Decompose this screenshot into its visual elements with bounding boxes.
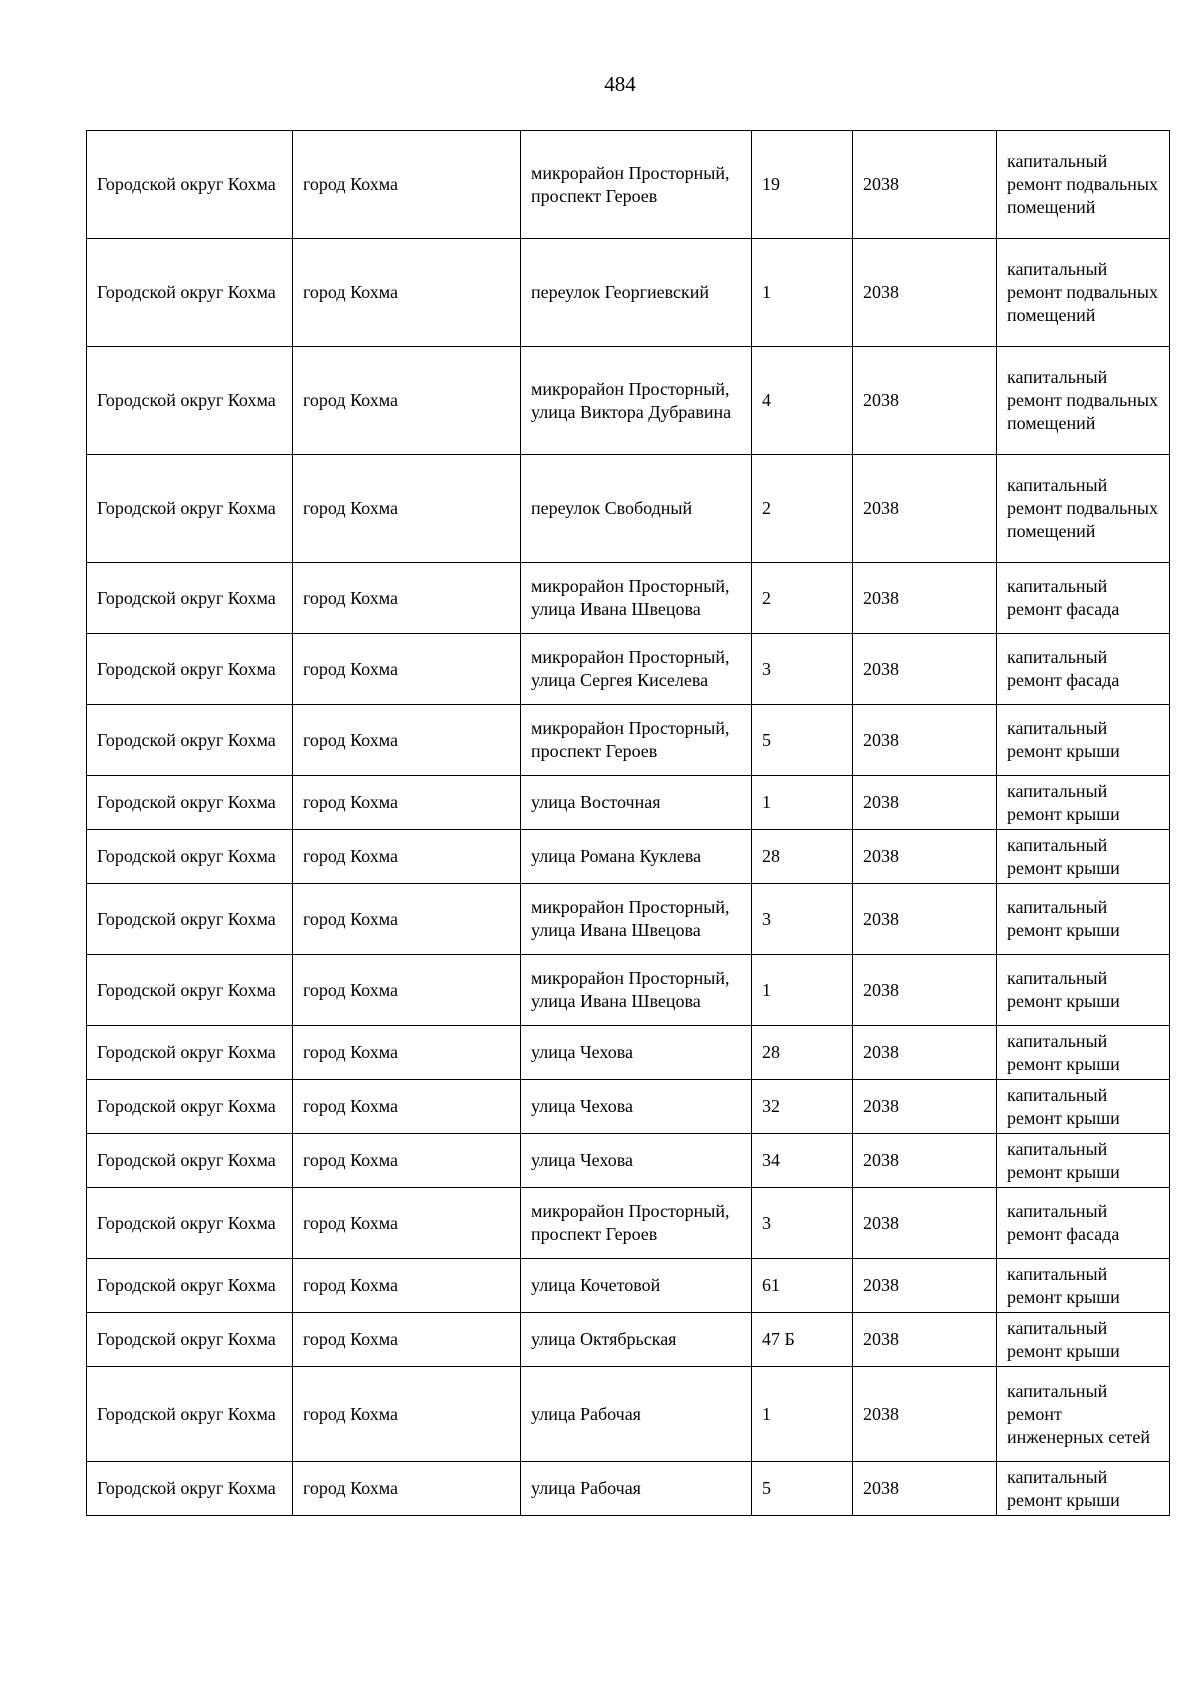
- table-row: [87, 705, 1170, 776]
- year-cell: 2038: [853, 1026, 997, 1080]
- work-type-cell: капитальный ремонт подвальных помещений: [997, 455, 1170, 563]
- work-type-cell: капитальный ремонт инженерных сетей: [997, 1367, 1170, 1462]
- table-row: [87, 1462, 1170, 1516]
- street-cell: микрорайон Просторный, улица Ивана Швецова: [521, 955, 752, 1026]
- table-row: [87, 776, 1170, 830]
- house-number-cell: 3: [752, 1188, 853, 1259]
- settlement-cell: город Кохма: [293, 563, 521, 634]
- house-number-cell: 2: [752, 563, 853, 634]
- table-row: [87, 347, 1170, 455]
- settlement-cell: город Кохма: [293, 634, 521, 705]
- year-cell: 2038: [853, 239, 997, 347]
- street-cell: улица Романа Куклева: [521, 830, 752, 884]
- street-cell: микрорайон Просторный, улица Ивана Швецова: [521, 884, 752, 955]
- work-type-cell: капитальный ремонт крыши: [997, 1080, 1170, 1134]
- year-cell: 2038: [853, 1259, 997, 1313]
- work-type-cell: капитальный ремонт фасада: [997, 1188, 1170, 1259]
- house-number-cell: 61: [752, 1259, 853, 1313]
- work-type-cell: капитальный ремонт крыши: [997, 830, 1170, 884]
- street-cell: улица Чехова: [521, 1080, 752, 1134]
- street-cell: микрорайон Просторный, проспект Героев: [521, 131, 752, 239]
- year-cell: 2038: [853, 634, 997, 705]
- settlement-cell: город Кохма: [293, 131, 521, 239]
- municipality-cell: Городской округ Кохма: [87, 1188, 293, 1259]
- work-type-cell: капитальный ремонт крыши: [997, 955, 1170, 1026]
- year-cell: 2038: [853, 1188, 997, 1259]
- settlement-cell: город Кохма: [293, 1026, 521, 1080]
- settlement-cell: город Кохма: [293, 1462, 521, 1516]
- street-cell: переулок Свободный: [521, 455, 752, 563]
- house-number-cell: 1: [752, 776, 853, 830]
- house-number-cell: 28: [752, 830, 853, 884]
- house-number-cell: 2: [752, 455, 853, 563]
- street-cell: улица Октябрьская: [521, 1313, 752, 1367]
- house-number-cell: 47 Б: [752, 1313, 853, 1367]
- work-type-cell: капитальный ремонт фасада: [997, 563, 1170, 634]
- table-row: [87, 830, 1170, 884]
- street-cell: переулок Георгиевский: [521, 239, 752, 347]
- year-cell: 2038: [853, 1134, 997, 1188]
- house-number-cell: 1: [752, 1367, 853, 1462]
- settlement-cell: город Кохма: [293, 1134, 521, 1188]
- house-number-cell: 3: [752, 634, 853, 705]
- street-cell: микрорайон Просторный, улица Виктора Дубравина: [521, 347, 752, 455]
- work-type-cell: капитальный ремонт крыши: [997, 1026, 1170, 1080]
- settlement-cell: город Кохма: [293, 776, 521, 830]
- year-cell: 2038: [853, 776, 997, 830]
- settlement-cell: город Кохма: [293, 955, 521, 1026]
- street-cell: микрорайон Просторный, улица Сергея Киселева: [521, 634, 752, 705]
- municipality-cell: Городской округ Кохма: [87, 563, 293, 634]
- table-row: [87, 455, 1170, 563]
- year-cell: 2038: [853, 131, 997, 239]
- municipality-cell: Городской округ Кохма: [87, 1026, 293, 1080]
- municipality-cell: Городской округ Кохма: [87, 1134, 293, 1188]
- house-number-cell: 3: [752, 884, 853, 955]
- work-type-cell: капитальный ремонт фасада: [997, 634, 1170, 705]
- year-cell: 2038: [853, 563, 997, 634]
- year-cell: 2038: [853, 1313, 997, 1367]
- house-number-cell: 19: [752, 131, 853, 239]
- work-type-cell: капитальный ремонт крыши: [997, 1134, 1170, 1188]
- street-cell: улица Восточная: [521, 776, 752, 830]
- table-row: [87, 955, 1170, 1026]
- settlement-cell: город Кохма: [293, 347, 521, 455]
- street-cell: микрорайон Просторный, проспект Героев: [521, 705, 752, 776]
- street-cell: улица Чехова: [521, 1026, 752, 1080]
- work-type-cell: капитальный ремонт крыши: [997, 1259, 1170, 1313]
- year-cell: 2038: [853, 1367, 997, 1462]
- work-type-cell: капитальный ремонт подвальных помещений: [997, 347, 1170, 455]
- work-type-cell: капитальный ремонт крыши: [997, 705, 1170, 776]
- municipality-cell: Городской округ Кохма: [87, 455, 293, 563]
- work-type-cell: капитальный ремонт крыши: [997, 1313, 1170, 1367]
- house-number-cell: 1: [752, 955, 853, 1026]
- repair-schedule-table: [86, 130, 1170, 1516]
- house-number-cell: 32: [752, 1080, 853, 1134]
- street-cell: микрорайон Просторный, улица Ивана Швецова: [521, 563, 752, 634]
- table-row: [87, 1080, 1170, 1134]
- work-type-cell: капитальный ремонт крыши: [997, 884, 1170, 955]
- settlement-cell: город Кохма: [293, 1367, 521, 1462]
- municipality-cell: Городской округ Кохма: [87, 884, 293, 955]
- settlement-cell: город Кохма: [293, 1188, 521, 1259]
- municipality-cell: Городской округ Кохма: [87, 1259, 293, 1313]
- house-number-cell: 34: [752, 1134, 853, 1188]
- table-row: [87, 1188, 1170, 1259]
- work-type-cell: капитальный ремонт крыши: [997, 776, 1170, 830]
- municipality-cell: Городской округ Кохма: [87, 131, 293, 239]
- settlement-cell: город Кохма: [293, 1080, 521, 1134]
- settlement-cell: город Кохма: [293, 239, 521, 347]
- street-cell: улица Рабочая: [521, 1367, 752, 1462]
- settlement-cell: город Кохма: [293, 455, 521, 563]
- table-row: [87, 1026, 1170, 1080]
- table-row: [87, 1134, 1170, 1188]
- work-type-cell: капитальный ремонт подвальных помещений: [997, 131, 1170, 239]
- house-number-cell: 28: [752, 1026, 853, 1080]
- year-cell: 2038: [853, 1462, 997, 1516]
- year-cell: 2038: [853, 955, 997, 1026]
- year-cell: 2038: [853, 1080, 997, 1134]
- year-cell: 2038: [853, 884, 997, 955]
- table-row: [87, 239, 1170, 347]
- table-row: [87, 634, 1170, 705]
- municipality-cell: Городской округ Кохма: [87, 239, 293, 347]
- table-row: [87, 131, 1170, 239]
- table-row: [87, 563, 1170, 634]
- year-cell: 2038: [853, 705, 997, 776]
- street-cell: улица Рабочая: [521, 1462, 752, 1516]
- municipality-cell: Городской округ Кохма: [87, 705, 293, 776]
- work-type-cell: капитальный ремонт крыши: [997, 1462, 1170, 1516]
- year-cell: 2038: [853, 455, 997, 563]
- table-row: [87, 1313, 1170, 1367]
- municipality-cell: Городской округ Кохма: [87, 776, 293, 830]
- municipality-cell: Городской округ Кохма: [87, 1462, 293, 1516]
- year-cell: 2038: [853, 347, 997, 455]
- municipality-cell: Городской округ Кохма: [87, 634, 293, 705]
- work-type-cell: капитальный ремонт подвальных помещений: [997, 239, 1170, 347]
- settlement-cell: город Кохма: [293, 1259, 521, 1313]
- street-cell: улица Кочетовой: [521, 1259, 752, 1313]
- house-number-cell: 5: [752, 1462, 853, 1516]
- page-number: 484: [604, 72, 636, 96]
- house-number-cell: 1: [752, 239, 853, 347]
- street-cell: улица Чехова: [521, 1134, 752, 1188]
- year-cell: 2038: [853, 830, 997, 884]
- street-cell: микрорайон Просторный, проспект Героев: [521, 1188, 752, 1259]
- municipality-cell: Городской округ Кохма: [87, 347, 293, 455]
- table-row: [87, 1367, 1170, 1462]
- table-row: [87, 884, 1170, 955]
- settlement-cell: город Кохма: [293, 705, 521, 776]
- settlement-cell: город Кохма: [293, 884, 521, 955]
- municipality-cell: Городской округ Кохма: [87, 1080, 293, 1134]
- municipality-cell: Городской округ Кохма: [87, 1367, 293, 1462]
- settlement-cell: город Кохма: [293, 830, 521, 884]
- house-number-cell: 5: [752, 705, 853, 776]
- municipality-cell: Городской округ Кохма: [87, 830, 293, 884]
- table-row: [87, 1259, 1170, 1313]
- house-number-cell: 4: [752, 347, 853, 455]
- municipality-cell: Городской округ Кохма: [87, 955, 293, 1026]
- settlement-cell: город Кохма: [293, 1313, 521, 1367]
- municipality-cell: Городской округ Кохма: [87, 1313, 293, 1367]
